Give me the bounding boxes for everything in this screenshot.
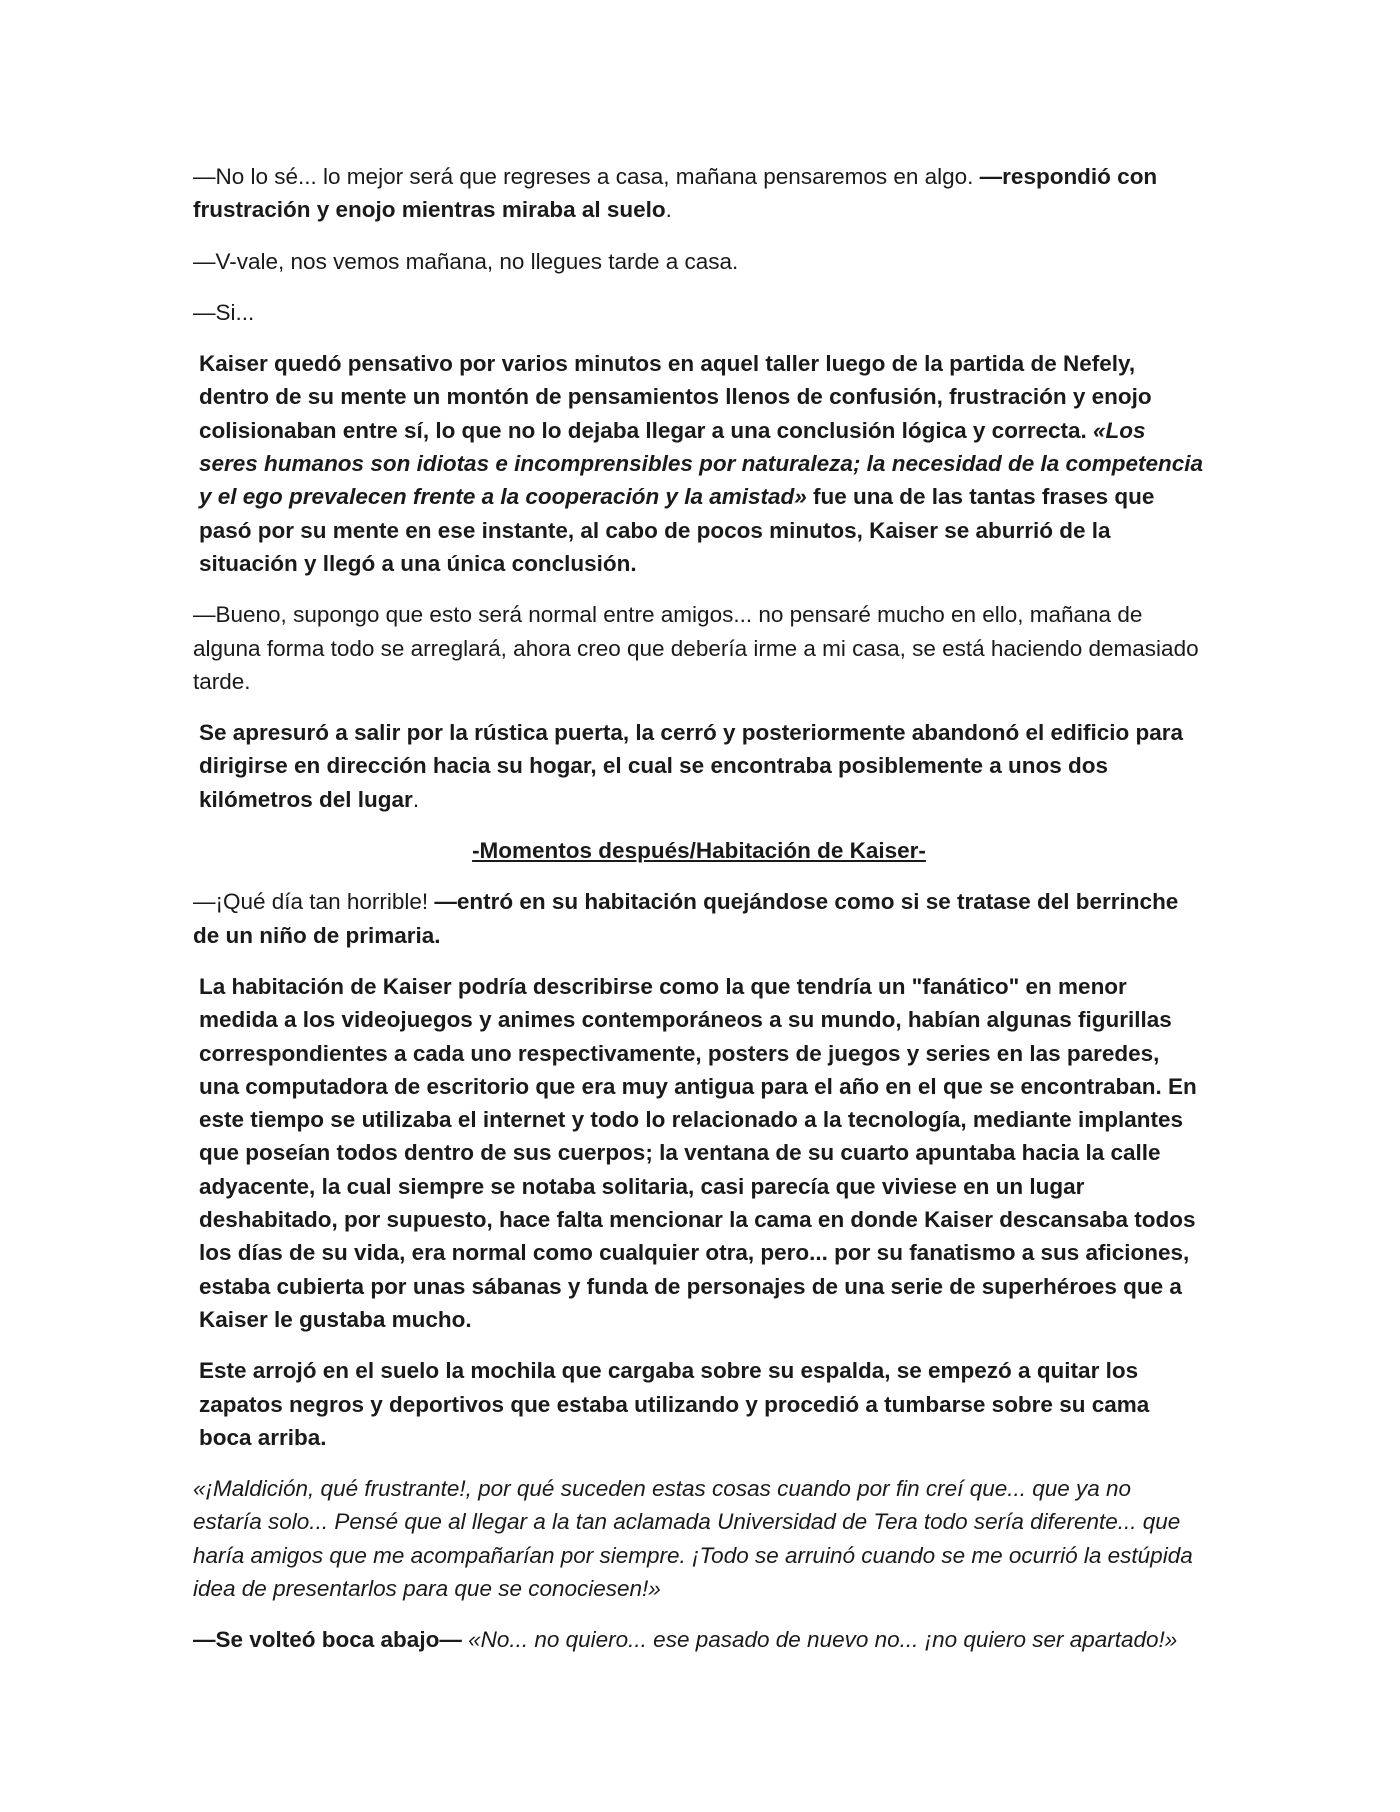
paragraph-narration-4: Este arrojó en el suelo la mochila que cargaba sobre su espalda, se empezó a quitar los zapatos negros y deportivos que estaba utilizando y procedió a tumbarse sobre su cama boca arriba. bbox=[199, 1358, 1150, 1450]
dialogue-text: —¡Qué día tan horrible! bbox=[193, 889, 435, 915]
narration-text: —entró en su habitación quejándose como si se tratase del berrinche de un niño de primaria. bbox=[193, 889, 1179, 948]
paragraph-narration-3: La habitación de Kaiser podría describirse como la que tendría un "fanático" en menor medida a los videojuegos y animes contemporáneos a su mundo, habían algunas figurillas correspondientes a cada uno respectivamente, posters de juegos y series en las paredes, una computadora de escritorio que era muy antigua para el año en el que se encontraban. En este tiempo se utilizaba el internet y todo lo relacionado a la tecnología, mediante implantes que poseían todos dentro de sus cuerpos; la ventana de su cuarto apuntaba hacia la calle adyacente, la cual siempre se notaba solitaria, casi parecía que viviese en un lugar deshabitado, por supuesto, hace falta mencionar la cama en donde Kaiser descansaba todos los días de su vida, era normal como cualquier otra, pero... por su fanatismo a sus aficiones, estaba cubierta por unas sábanas y funda de personajes de una serie de superhéroes que a Kaiser le gustaba mucho. bbox=[199, 973, 1197, 1332]
quote-text: «Los seres humanos son idiotas e incomprensibles por naturaleza; la necesidad de la competencia y el ego prevalecen frente a la cooperación y la amistad» bbox=[199, 417, 1204, 510]
punctuation: . bbox=[665, 197, 672, 223]
punctuation: . bbox=[412, 786, 420, 812]
paragraph-narration-1 bbox=[193, 347, 1205, 580]
paragraph-dialogue-2: —V-vale, nos vemos mañana, no llegues tarde a casa. bbox=[193, 248, 739, 274]
dialogue-text: —No lo sé... lo mejor será que regreses a casa, mañana pensaremos en algo. bbox=[193, 164, 980, 189]
narration-text: —respondió con frustración y enojo mientras miraba al suelo bbox=[193, 164, 1158, 223]
narration-text-continued: fue una de las tantas frases que pasó por su mente en ese instante, al cabo de pocos minutos, Kaiser se aburrió de la situación y llegó a una única conclusión. bbox=[199, 484, 1155, 576]
narration-text: Kaiser quedó pensativo por varios minutos en aquel taller luego de la partida de Nefely, dentro de su mente un montón de pensamientos llenos de confusión, frustración y enojo colisionaban entre sí, lo que no lo dejaba llegar a una conclusión lógica y correcta. bbox=[199, 351, 1152, 443]
paragraph-dialogue-4: —Bueno, supongo que esto será normal entre amigos... no pensaré mucho en ello, mañana de alguna forma todo se arreglará, ahora creo que debería irme a mi casa, se está haciendo demasiado tarde. bbox=[193, 602, 1199, 694]
scene-heading: -Momentos después/Habitación de Kaiser- bbox=[472, 838, 926, 864]
paragraph-thought-2 bbox=[193, 1623, 1205, 1656]
paragraph-dialogue-5 bbox=[193, 885, 1205, 952]
narration-text: —Se volteó boca abajo— bbox=[193, 1627, 469, 1653]
narration-text: Se apresuró a salir por la rústica puerta, la cerró y posteriormente abandonó el edificio para dirigirse en dirección hacia su hogar, el cual se encontraba posiblemente a unos dos kilómetros del lugar bbox=[199, 720, 1184, 812]
thought-text: «No... no quiero... ese pasado de nuevo no... ¡no quiero ser apartado!» bbox=[468, 1627, 1178, 1653]
paragraph-narration-2 bbox=[193, 716, 1205, 816]
paragraph-thought-1: «¡Maldición, qué frustrante!, por qué suceden estas cosas cuando por fin creí que... que ya no estaría solo... Pensé que al llegar a la tan aclamada Universidad de Tera todo sería diferente... que haría amigos que me acompañarían por siempre. ¡Todo se arruinó cuando se me ocurrió la estúpida idea de presentarlos para que se conociesen!» bbox=[193, 1476, 1193, 1601]
document-page bbox=[193, 160, 1205, 1675]
paragraph-dialogue-3: —Si... bbox=[193, 299, 255, 325]
paragraph-dialogue-1 bbox=[193, 160, 1205, 227]
